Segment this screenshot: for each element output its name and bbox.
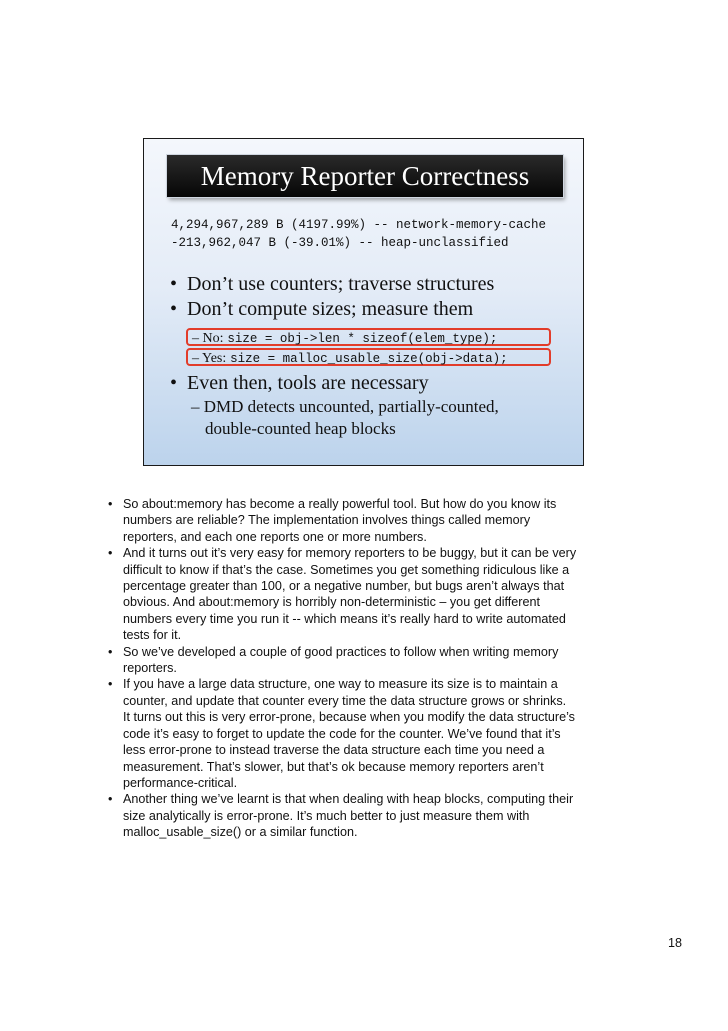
- slide-bullet-tools: [170, 372, 429, 395]
- note-bullet: •: [108, 792, 113, 807]
- note-item: [108, 676, 628, 791]
- slide-bullet-counters: [170, 273, 494, 296]
- note-line: measurement. That’s slower, but that’s ok because memory reporters aren’t: [123, 759, 544, 774]
- slide: [143, 138, 584, 466]
- note-line: It turns out this is very error-prone, because when you modify the data structure’s: [123, 710, 575, 725]
- note-line: less error-prone to instead traverse the data structure each time you need a: [123, 743, 545, 758]
- note-line: numbers are reliable? The implementation involves things called memory: [123, 513, 531, 528]
- note-line: size analytically is error-prone. It’s much better to just measure them with: [123, 808, 530, 823]
- note-item: [108, 644, 628, 677]
- no-label: – No:: [192, 331, 224, 346]
- note-line: code it’s easy to forget to update the code for the counter. We’ve found that it’s: [123, 726, 561, 741]
- note-item: [108, 545, 628, 643]
- note-line: If you have a large data structure, one way to measure its size is to maintain a: [123, 677, 558, 692]
- slide-bullet-text: Don’t compute sizes; measure them: [187, 298, 474, 320]
- note-bullet: •: [108, 546, 113, 561]
- yes-label: – Yes:: [192, 351, 227, 366]
- note-item: [108, 496, 628, 545]
- note-line: difficult to know if that’s the case. Sometimes you get something ridiculous like a: [123, 562, 570, 577]
- note-line: numbers every time you run it -- which means it’s really hard to write automated: [123, 611, 566, 626]
- slide-title: Memory Reporter Correctness: [200, 161, 530, 191]
- note-line: obvious. And about:memory is horribly non-deterministic – you get different: [123, 595, 540, 610]
- bullet-marker: •: [170, 298, 178, 320]
- note-line: reporters, and each one reports one or more numbers.: [123, 529, 427, 544]
- slide-title-bar: [167, 155, 563, 197]
- note-line: reporters.: [123, 661, 177, 676]
- slide-bullet-text: Don’t use counters; traverse structures: [187, 273, 495, 295]
- note-bullet: •: [108, 497, 113, 511]
- bullet-marker: •: [170, 372, 178, 394]
- note-line: malloc_usable_size() or a similar function.: [123, 825, 358, 840]
- note-line: performance-critical.: [123, 775, 238, 790]
- note-line: Another thing we’ve learnt is that when dealing with heap blocks, computing their: [123, 792, 574, 807]
- page-number: 18: [668, 936, 683, 950]
- note-line: counter, and update that counter every time the data structure grows or shrinks.: [123, 693, 567, 708]
- code-line-heap-unclassified: -213,962,047 B (-39.01%) -- heap-unclassified: [171, 236, 509, 250]
- slide-bullet-measure: [170, 298, 473, 321]
- yes-example-box: [186, 348, 551, 366]
- note-line: tests for it.: [123, 628, 182, 643]
- yes-code: size = malloc_usable_size(obj->data);: [230, 352, 508, 366]
- slide-bullet-text: Even then, tools are necessary: [187, 372, 429, 394]
- bullet-marker: •: [170, 273, 178, 295]
- code-line-network-memory-cache: 4,294,967,289 B (4197.99%) -- network-memory-cache: [171, 218, 547, 232]
- note-bullet: •: [108, 644, 113, 659]
- speaker-notes: [108, 496, 628, 841]
- note-line: percentage greater than 100, or a negative number, but bugs aren’t always that: [123, 579, 565, 594]
- dmd-line-2: double-counted heap blocks: [205, 419, 396, 438]
- no-example-box: [186, 328, 551, 346]
- note-item: [108, 791, 628, 840]
- note-line: And it turns out it’s very easy for memory reporters to be buggy, but it can be very: [123, 546, 577, 561]
- note-bullet: •: [108, 677, 113, 692]
- dmd-line-1: – DMD detects uncounted, partially-counted,: [191, 397, 499, 416]
- note-line: So about:memory has become a really powerful tool. But how do you know its: [123, 497, 557, 511]
- no-code: size = obj->len * sizeof(elem_type);: [227, 332, 498, 346]
- note-line: So we’ve developed a couple of good practices to follow when writing memory: [123, 644, 559, 659]
